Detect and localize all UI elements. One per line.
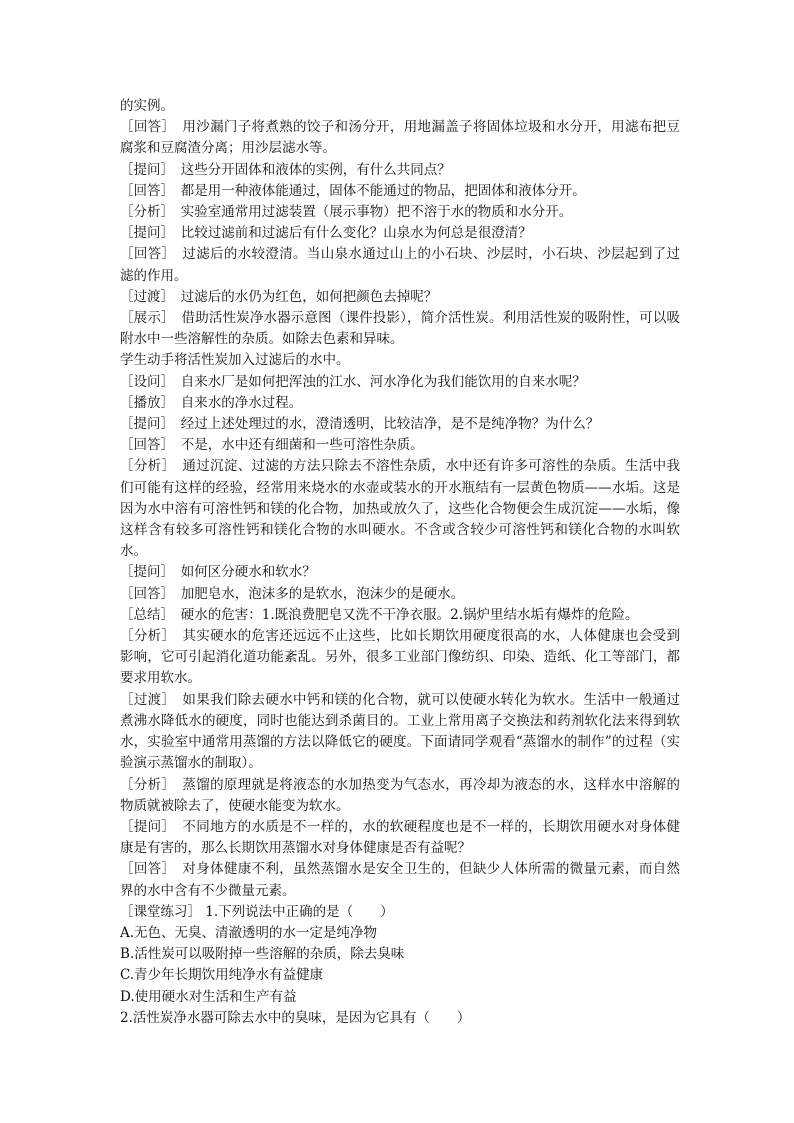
exercise-option: B.活性炭可以吸附掉一些溶解的杂质，除去臭味 — [120, 946, 405, 963]
paragraph: ［分析］ 实验室通常用过滤装置（展示事物）把不溶于水的物质和水分开。 — [120, 204, 573, 221]
paragraph: ［提问］ 经过上述处理过的水，澄清透明，比较洁净，是不是纯净物？为什么？ — [120, 416, 600, 433]
paragraph: ［回答］ 过滤后的水较澄清。当山泉水通过山上的小石块、沙层时，小石块、沙层起到了过滤的作用。 — [120, 246, 680, 284]
paragraph: 学生动手将活性炭加入过滤后的水中。 — [120, 352, 350, 369]
paragraph: ［总结］ 硬水的危害：1.既浪费肥皂又洗不干净衣服。2.锅炉里结水垢有爆炸的危险。 — [120, 606, 639, 623]
exercise-question: ［课堂练习］ 1.下列说法中正确的是（ ） — [120, 903, 394, 920]
paragraph: ［分析］ 其实硬水的危害还远远不止这些，比如长期饮用硬度很高的水，人体健康也会受到影响，它可引起消化道功能紊乱。另外，很多工业部门像纺织、印染、造纸、化工等部门，都要求用软水。 — [120, 628, 680, 687]
paragraph: ［过渡］ 过滤后的水仍为红色，如何把颜色去掉呢？ — [120, 288, 438, 305]
paragraph: ［回答］ 不是，水中还有细菌和一些可溶性杂质。 — [120, 437, 424, 454]
paragraph: ［回答］ 用沙漏门子将煮熟的饺子和汤分开，用地漏盖子将固体垃圾和水分开，用滤布把豆腐浆和豆腐渣分离；用沙层滤水等。 — [120, 119, 680, 157]
paragraph: ［提问］ 如何区分硬水和软水？ — [120, 564, 316, 581]
paragraph: ［播放］ 自来水的净水过程。 — [120, 394, 303, 411]
paragraph: ［提问］ 比较过滤前和过滤后有什么变化？山泉水为何总是很澄清？ — [120, 225, 532, 242]
paragraph: ［设问］ 自来水厂是如何把浑浊的江水、河水净化为我们能饮用的自来水呢？ — [120, 373, 586, 390]
paragraph: ［提问］ 不同地方的水质是不一样的，水的软硬程度也是不一样的，长期饮用硬水对身体健康是有害的，那么长期饮用蒸馏水对身体健康是否有益呢？ — [120, 818, 680, 857]
paragraph: ［回答］ 加肥皂水，泡沫多的是软水，泡沫少的是硬水。 — [120, 585, 465, 602]
paragraph: ［展示］ 借助活性炭净水器示意图（课件投影），简介活性炭。利用活性炭的吸附性，可以吸附水中一些溶解性的杂质。如除去色素和异味。 — [120, 310, 680, 348]
paragraph: ［回答］ 对身体健康不利，虽然蒸馏水是安全卫生的，但缺少人体所需的微量元素，而自然界的水中含有不少微量元素。 — [120, 861, 680, 899]
paragraph: ［分析］ 通过沉淀、过滤的方法只除去不溶性杂质，水中还有许多可溶性的杂质。生活中我们可能有这样的经验，经常用来烧水的水壶或装水的开水瓶结有一层黄色物质——水垢。这是因为水中溶有可溶性钙和镁的化合物，加热或放久了，这些化合物便会生成沉淀——水垢，像这样含有较多可溶性钙和镁化合物的水叫硬水。不含或含较少可溶性钙和镁化合物的水叫软水。 — [120, 458, 680, 560]
exercise-option: A.无色、无臭、清澈透明的水一定是纯净物 — [120, 924, 378, 941]
paragraph: ［回答］ 都是用一种液体能通过，固体不能通过的物品，把固体和液体分开。 — [120, 182, 586, 199]
paragraph: ［提问］ 这些分开固体和液体的实例，有什么共同点？ — [120, 161, 451, 178]
exercise-option: C.青少年长期饮用纯净水有益健康 — [120, 967, 324, 984]
paragraph: ［过渡］ 如果我们除去硬水中钙和镁的化合物，就可以使硬水转化为软水。生活中一般通过煮沸水降低水的硬度，同时也能达到杀菌目的。工业上常用离子交换法和药剂软化法来得到软水，实验室中通常用蒸馏的方法以降低它的硬度。下面请同学观看“蒸馏水的制作”的过程（实验演示蒸馏水的制取）。 — [120, 691, 680, 772]
exercise-option: D.使用硬水对生活和生产有益 — [120, 988, 297, 1005]
exercise-question: 2.活性炭净水器可除去水中的臭味，是因为它具有（ ） — [120, 1009, 471, 1026]
paragraph: ［分析］ 蒸馏的原理就是将液态的水加热变为气态水，再冷却为液态的水，这样水中溶解的物质就被除去了，使硬水能变为软水。 — [120, 776, 680, 814]
paragraph: 的实例。 — [120, 98, 174, 114]
document-page — [120, 96, 680, 1029]
